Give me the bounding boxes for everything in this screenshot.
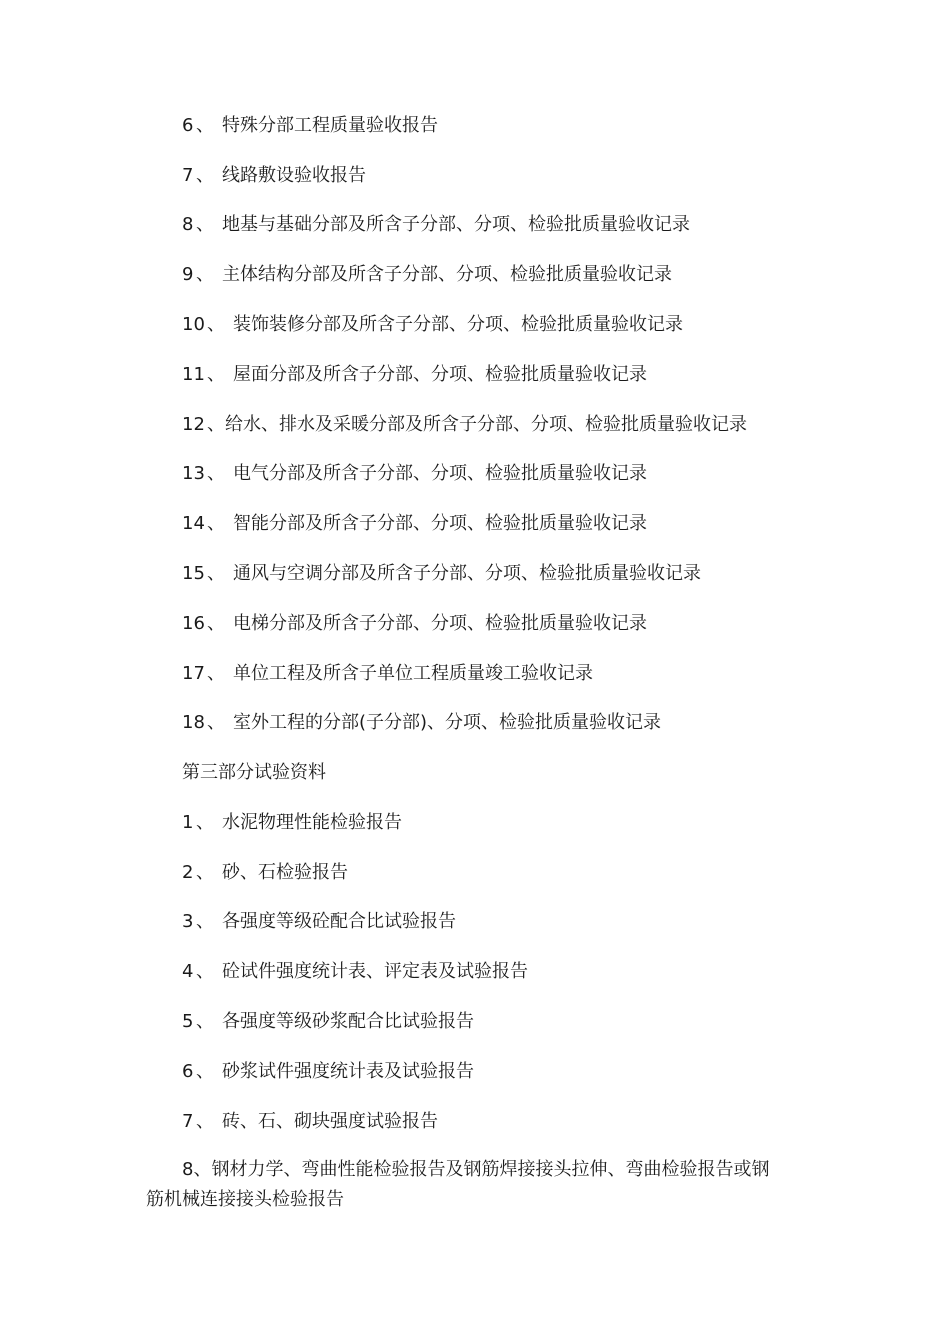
item-number: 13 [182, 463, 205, 484]
paragraph-line-2: 筋机械连接接头检验报告 [146, 1189, 344, 1210]
item-separator: 、 [207, 563, 225, 584]
item-number: 10 [182, 314, 205, 335]
item-text: 砖、石、砌块强度试验报告 [222, 1111, 438, 1132]
item-number: 15 [182, 563, 205, 584]
item-number: 11 [182, 364, 205, 385]
item-number: 9 [182, 264, 194, 285]
list-item [182, 811, 402, 835]
item-text: 电气分部及所含子分部、分项、检验批质量验收记录 [233, 463, 647, 484]
item-number: 6 [182, 1061, 194, 1082]
item-number: 8 [182, 214, 194, 235]
item-text: 各强度等级砼配合比试验报告 [222, 911, 456, 932]
item-text: 各强度等级砂浆配合比试验报告 [222, 1011, 474, 1032]
list-item [182, 662, 593, 686]
item-text: 特殊分部工程质量验收报告 [222, 115, 438, 136]
list-item [182, 910, 456, 934]
item-text: 智能分部及所含子分部、分项、检验批质量验收记录 [233, 513, 647, 534]
item-text: 砼试件强度统计表、评定表及试验报告 [222, 961, 528, 982]
item-text: 给水、排水及采暖分部及所含子分部、分项、检验批质量验收记录 [225, 414, 747, 435]
item-separator: 、 [196, 165, 214, 186]
item-separator: 、 [207, 663, 225, 684]
item-text: 主体结构分部及所含子分部、分项、检验批质量验收记录 [222, 264, 672, 285]
section-heading: 第三部分试验资料 [182, 762, 326, 783]
item-number: 2 [182, 862, 194, 883]
item-number: 7 [182, 1111, 194, 1132]
paragraph-line-1: 8、钢材力学、弯曲性能检验报告及钢筋焊接接头拉伸、弯曲检验报告或钢 [182, 1159, 770, 1180]
item-text: 单位工程及所含子单位工程质量竣工验收记录 [233, 663, 593, 684]
item-number: 4 [182, 961, 194, 982]
list-item [182, 164, 366, 188]
list-item [182, 413, 747, 437]
item-separator: 、 [196, 1111, 214, 1132]
item-separator: 、 [196, 214, 214, 235]
list-item [182, 960, 528, 984]
list-item [182, 114, 438, 138]
item-number: 12 [182, 414, 205, 435]
list-item [182, 1060, 474, 1084]
list-item [182, 363, 647, 387]
item-number: 6 [182, 115, 194, 136]
item-separator: 、 [207, 364, 225, 385]
item-separator: 、 [207, 613, 225, 634]
item-separator: 、 [196, 1011, 214, 1032]
item-separator: 、 [196, 115, 214, 136]
item-text: 地基与基础分部及所含子分部、分项、检验批质量验收记录 [222, 214, 690, 235]
item-text: 砂、石检验报告 [222, 862, 348, 883]
item-separator: 、 [207, 513, 225, 534]
item-separator: 、 [196, 812, 214, 833]
list-item [182, 562, 701, 586]
item-number: 18 [182, 712, 205, 733]
item-text: 通风与空调分部及所含子分部、分项、检验批质量验收记录 [233, 563, 701, 584]
list-item [182, 612, 647, 636]
item-text: 砂浆试件强度统计表及试验报告 [222, 1061, 474, 1082]
list-item [182, 711, 661, 735]
item-separator: 、 [207, 414, 225, 435]
item-number: 14 [182, 513, 205, 534]
item-number: 16 [182, 613, 205, 634]
item-number: 3 [182, 911, 194, 932]
item-separator: 、 [196, 264, 214, 285]
item-separator: 、 [196, 911, 214, 932]
list-item [182, 313, 683, 337]
item-text: 线路敷设验收报告 [222, 165, 366, 186]
item-number: 17 [182, 663, 205, 684]
list-item-paragraph [146, 1155, 826, 1215]
list-item [182, 213, 690, 237]
item-separator: 、 [207, 463, 225, 484]
item-text: 屋面分部及所含子分部、分项、检验批质量验收记录 [233, 364, 647, 385]
list-item [182, 861, 348, 885]
item-number: 1 [182, 812, 194, 833]
item-separator: 、 [207, 314, 225, 335]
item-number: 5 [182, 1011, 194, 1032]
item-separator: 、 [207, 712, 225, 733]
item-text: 装饰装修分部及所含子分部、分项、检验批质量验收记录 [233, 314, 683, 335]
list-item [182, 512, 647, 536]
item-text: 电梯分部及所含子分部、分项、检验批质量验收记录 [233, 613, 647, 634]
list-item [182, 263, 672, 287]
item-number: 7 [182, 165, 194, 186]
item-separator: 、 [196, 1061, 214, 1082]
item-separator: 、 [196, 961, 214, 982]
item-text: 水泥物理性能检验报告 [222, 812, 402, 833]
item-separator: 、 [196, 862, 214, 883]
list-item [182, 1010, 474, 1034]
list-item [182, 1110, 438, 1134]
item-text: 室外工程的分部(子分部)、分项、检验批质量验收记录 [233, 712, 662, 733]
list-item [182, 462, 647, 486]
